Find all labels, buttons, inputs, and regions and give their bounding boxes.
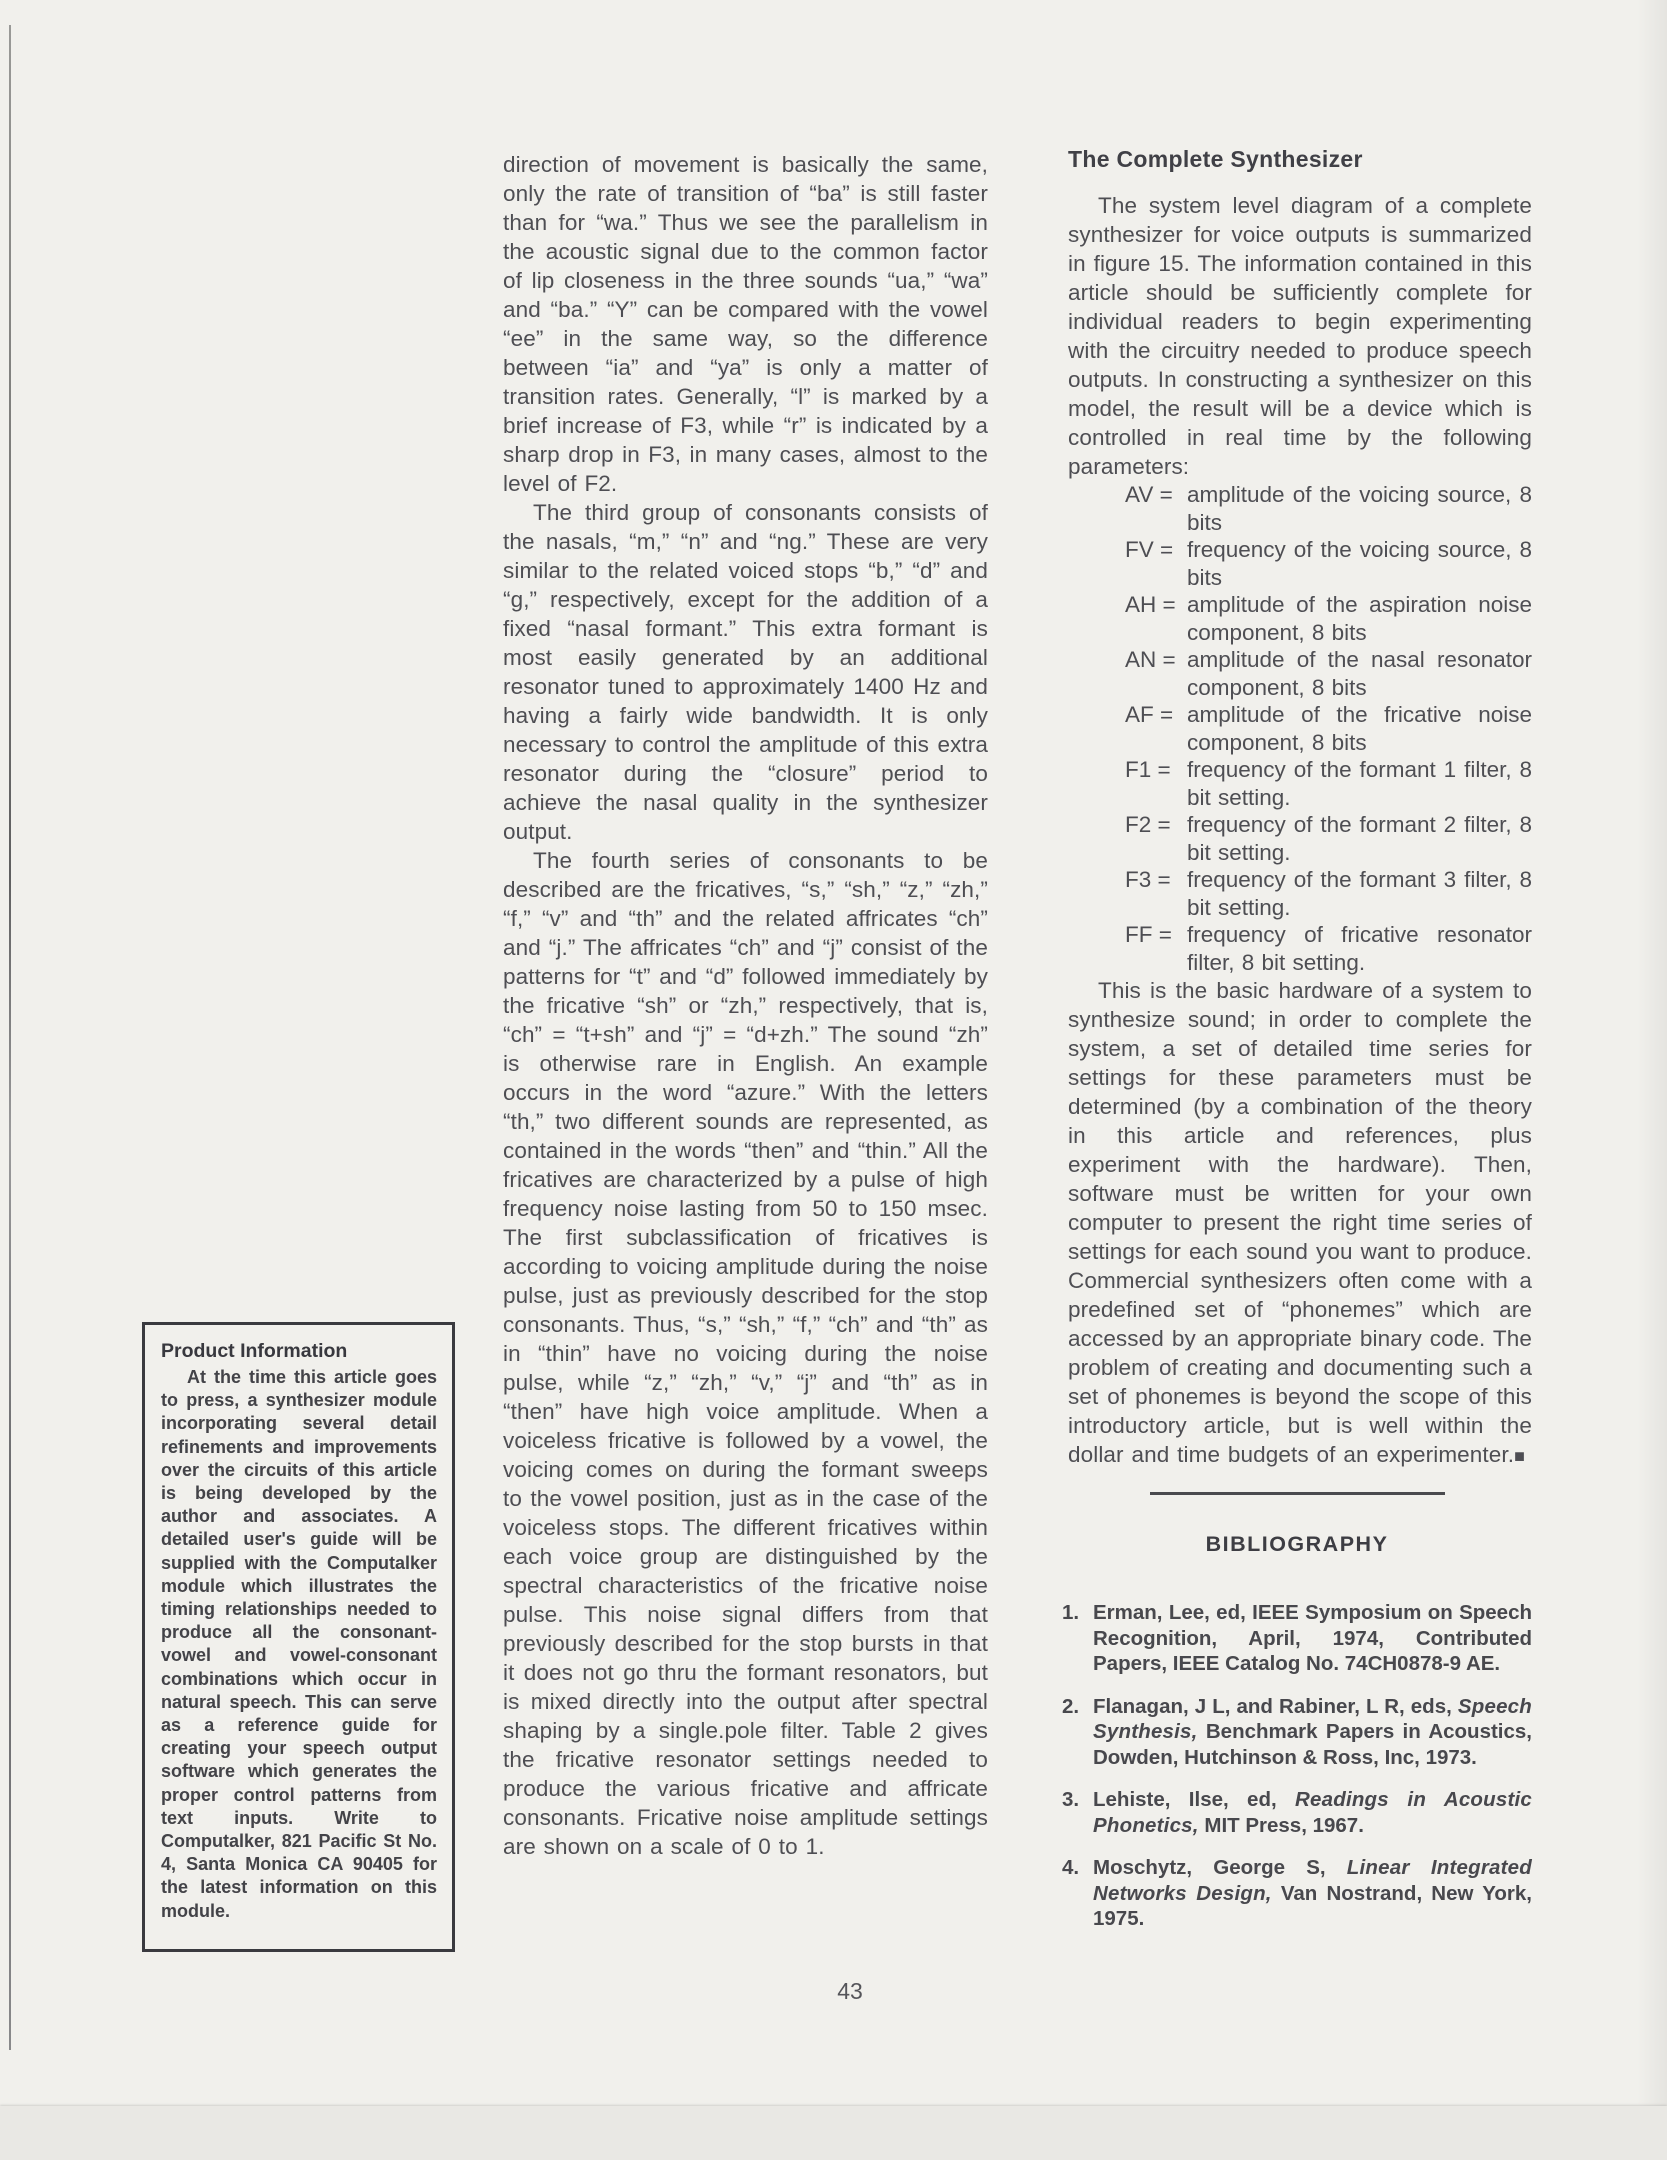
parameter-label: AH =	[1125, 592, 1176, 617]
parameter-description: frequency of the formant 2 filter, 8 bit setting.	[1187, 812, 1532, 865]
page-edge-line	[9, 25, 11, 2050]
parameter-row	[1125, 591, 1532, 646]
parameter-label: AF =	[1125, 702, 1174, 727]
parameter-description: frequency of fricative resonator filter, 8 bit setting.	[1187, 922, 1532, 975]
paragraph: The third group of consonants consists of the nasals, “m,” “n” and “ng.” These are very similar to the related voiced stops “b,” “d” and “g,” respectively, except for the addition of a fixed “nasal formant.” This extra formant is most easily generated by an additional resonator tuned to approximately 1400 Hz and having a fairly wide bandwidth. It is only necessary to control the amplitude of this extra resonator during the “closure” period to achieve the nasal quality in the synthesizer output.	[503, 500, 988, 844]
bibliography-item-number: 4.	[1062, 1856, 1080, 1879]
parameter-row	[1125, 756, 1532, 811]
parameter-description: amplitude of the voicing source, 8 bits	[1187, 482, 1532, 535]
bibliography-heading: BIBLIOGRAPHY	[1205, 1532, 1389, 1556]
paragraph	[1068, 976, 1532, 1471]
page-right-shade	[1637, 0, 1667, 2160]
bibliography-item-text: Erman, Lee, ed, IEEE Symposium on Speech Recognition, April, 1974, Contributed Papers, IEEE Catalog No. 74CH0878-9 AE.	[1093, 1601, 1532, 1675]
main-text-column	[503, 150, 988, 1861]
product-information-box	[142, 1322, 455, 1952]
page-number: 43	[837, 1978, 863, 2004]
parameter-label: FV =	[1125, 537, 1174, 562]
parameter-label: F2 =	[1125, 812, 1171, 837]
parameter-row	[1125, 811, 1532, 866]
parameter-label: F1 =	[1125, 757, 1171, 782]
bibliography-item	[1062, 1694, 1532, 1771]
parameter-row	[1125, 536, 1532, 591]
parameter-label: F3 =	[1125, 867, 1171, 892]
bibliography-item-number: 1.	[1062, 1601, 1080, 1624]
product-info-body: At the time this article goes to press, a synthesizer module incorporating several detail refinements and improvements over the circuits of this article is being developed by the author and associates. A detailed user's guide will be supplied with the Computalker module which illustrates the timing relationships needed to produce all the consonant-vowel and vowel-consonant combinations which occur in natural speech. This can serve as a reference guide for creating your speech output software which generates the proper control patterns from text inputs. Write to Computalker, 821 Pacific St No. 4, Santa Monica CA 90405 for the latest information on this module.	[161, 1367, 437, 1921]
bibliography-item	[1062, 1600, 1532, 1677]
end-of-article-mark: ■	[1514, 1446, 1526, 1466]
parameter-description: amplitude of the nasal resonator component, 8 bits	[1187, 647, 1532, 700]
bibliography-section	[1062, 1492, 1532, 1932]
parameter-list	[1125, 481, 1532, 976]
closing-paragraph-text: This is the basic hardware of a system to synthesize sound; in order to complete the system, a set of detailed time series for settings for these parameters must be determined (by a combination of the theory in this article and references, plus experiment with the hardware). Then, software must be written for your own computer to present the right time series of settings for each sound you want to produce. Commercial synthesizers often come with a predefined set of “phonemes” which are accessed by an appropriate binary code. The problem of creating and documenting such a set of phonemes is beyond the scope of this introductory article, but is well within the dollar and time budgets of an experimenter.	[1068, 978, 1532, 1467]
parameter-description: amplitude of the aspiration noise component, 8 bits	[1187, 592, 1532, 645]
bibliography-item-text: Flanagan, J L, and Rabiner, L R, eds, Speech Synthesis, Benchmark Papers in Acoustics, Dowden, Hutchinson & Ross, Inc, 1973.	[1093, 1694, 1532, 1769]
right-text-column	[1062, 146, 1533, 1949]
parameter-label: AV =	[1125, 482, 1173, 507]
section-heading: The Complete Synthesizer	[1068, 146, 1363, 172]
parameter-row	[1125, 646, 1532, 701]
bibliography-divider-rule	[1150, 1492, 1445, 1495]
bibliography-item-number: 2.	[1062, 1694, 1080, 1718]
bibliography-item	[1062, 1787, 1532, 1838]
parameter-row	[1125, 701, 1532, 756]
parameter-row	[1125, 481, 1532, 536]
parameter-description: frequency of the formant 1 filter, 8 bit setting.	[1187, 757, 1532, 810]
bibliography-item-text: Moschytz, George S, Linear Integrated Networks Design, Van Nostrand, New York, 1975.	[1093, 1856, 1533, 1930]
parameter-description: amplitude of the fricative noise component, 8 bits	[1187, 702, 1532, 755]
parameter-label: AN =	[1125, 647, 1176, 672]
bibliography-list	[1062, 1600, 1532, 1932]
parameter-row	[1125, 921, 1532, 976]
parameter-row	[1125, 866, 1532, 921]
bibliography-item-text: Lehiste, Ilse, ed, Readings in Acoustic Phonetics, MIT Press, 1967.	[1093, 1788, 1533, 1837]
paragraph: direction of movement is basically the same, only the rate of transition of “ba” is still faster than for “wa.” Thus we see the parallelism in the acoustic signal due to the common factor of lip closeness in the three sounds “ua,” “wa” and “ba.” “Y” can be compared with the vowel “ee” in the same way, so the difference between “ia” and “ya” is only a matter of transition rates. Generally, “l” is marked by a brief increase of F3, while “r” is indicated by a sharp drop in F3, in many cases, almost to the level of F2.	[503, 152, 988, 496]
paragraph: The fourth series of consonants to be described are the fricatives, “s,” “sh,” “z,” “zh,” “f,” “v” and “th” and the related affricates “ch” and “j.” The affricates “ch” and “j” consist of the patterns for “t” and “d” followed immediately by the fricative “sh” or “zh,” respectively, that is, “ch” = “t+sh” and “j” = “d+zh.” The sound “zh” is otherwise rare in English. An example occurs in the word “azure.” With the letters “th,” two different sounds are represented, as contained in the words “then” and “thin.” All the fricatives are characterized by a pulse of high frequency noise lasting from 50 to 150 msec. The first subclassification of fricatives is according to voicing amplitude during the noise pulse, just as previously described for the stop consonants. Thus, “s,” “sh,” “f,” “ch” and “th” as in “thin” have no voicing during the noise pulse, while “z,” “zh,” “v,” “j” and “th” as in “then” have high voice amplitude. When a voiceless fricative is followed by a vowel, the voicing comes on during the formant sweeps to the vowel position, just as in the case of the voiceless stops. The different fricatives within each voice group are distinguished by the spectral characteristics of the fricative noise pulse. This noise signal differs from that previously described for the stop bursts in that it does not go thru the formant resonators, but is mixed directly into the output after spectral shaping by a single.pole filter. Table 2 gives the fricative resonator settings needed to produce the various fricative and affricate consonants. Fricative noise amplitude settings are shown on a scale of 0 to 1.	[503, 848, 988, 1859]
bibliography-item-number: 3.	[1062, 1788, 1080, 1811]
parameter-description: frequency of the voicing source, 8 bits	[1187, 537, 1532, 590]
bibliography-item	[1062, 1855, 1532, 1932]
parameter-description: frequency of the formant 3 filter, 8 bit setting.	[1187, 867, 1532, 920]
page-bottom-edge	[0, 2106, 1667, 2160]
product-info-heading: Product Information	[161, 1340, 348, 1362]
paragraph: The system level diagram of a complete synthesizer for voice outputs is summarized in figure 15. The information contained in this article should be sufficiently complete for individual readers to begin experimenting with the circuitry needed to produce speech outputs. In constructing a synthesizer on this model, the result will be a device which is controlled in real time by the following parameters:	[1068, 193, 1532, 479]
parameter-label: FF =	[1125, 922, 1172, 947]
